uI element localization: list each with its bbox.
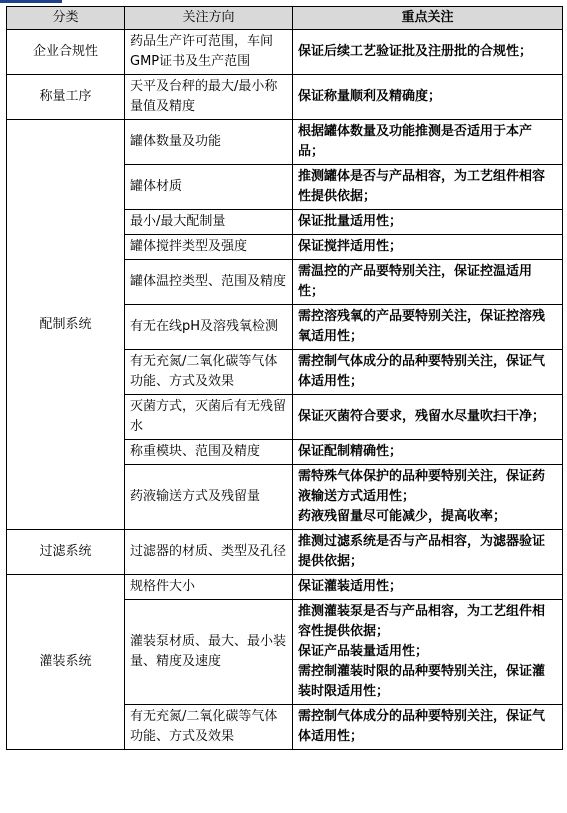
key-focus-cell	[293, 260, 563, 305]
key-focus-cell	[293, 30, 563, 75]
table-row	[7, 30, 563, 75]
key-focus-line: 保证称量顺利及精确度；	[298, 89, 442, 104]
top-accent-bar	[0, 0, 62, 3]
direction-cell: 罐体搅拌类型及强度	[125, 235, 293, 260]
header-direction: 关注方向	[125, 7, 293, 30]
key-focus-line: 保证配制精确性；	[298, 444, 403, 459]
key-focus-cell	[293, 75, 563, 120]
key-focus-line: 需控制灌装时限的品种要特别关注，保证灌装时限适用性；	[298, 664, 546, 699]
direction-cell: 有无充氮/二氧化碳等气体功能、方式及效果	[125, 350, 293, 395]
direction-cell: 罐体温控类型、范围及精度	[125, 260, 293, 305]
key-focus-cell	[293, 530, 563, 575]
key-focus-line: 需控制气体成分的品种要特别关注，保证气体适用性；	[298, 709, 546, 744]
key-focus-cell	[293, 235, 563, 260]
key-focus-cell	[293, 465, 563, 530]
direction-cell: 灌装泵材质、最大、最小装量、精度及速度	[125, 600, 293, 705]
key-focus-cell	[293, 350, 563, 395]
table-header-row	[7, 7, 563, 30]
key-focus-line: 根据罐体数量及功能推测是否适用于本产品；	[298, 124, 533, 159]
equipment-focus-table	[6, 6, 563, 750]
key-focus-line: 需控制气体成分的品种要特别关注，保证气体适用性；	[298, 354, 546, 389]
direction-cell: 药品生产许可范围，车间GMP证书及生产范围	[125, 30, 293, 75]
category-cell: 过滤系统	[7, 530, 125, 575]
key-focus-cell	[293, 120, 563, 165]
direction-cell: 有无充氮/二氧化碳等气体功能、方式及效果	[125, 705, 293, 750]
key-focus-cell	[293, 440, 563, 465]
table-row	[7, 120, 563, 165]
key-focus-line: 保证搅拌适用性；	[298, 239, 403, 254]
direction-cell: 有无在线pH及溶残氧检测	[125, 305, 293, 350]
key-focus-cell	[293, 705, 563, 750]
key-focus-cell	[293, 575, 563, 600]
category-cell: 称量工序	[7, 75, 125, 120]
key-focus-line: 保证后续工艺验证批及注册批的合规性；	[298, 44, 533, 59]
key-focus-line: 保证灭菌符合要求，残留水尽量吹扫干净；	[298, 409, 546, 424]
direction-cell: 罐体材质	[125, 165, 293, 210]
header-category: 分类	[7, 7, 125, 30]
direction-cell: 规格件大小	[125, 575, 293, 600]
key-focus-line: 需特殊气体保护的品种要特别关注，保证药液输送方式适用性；	[298, 469, 546, 504]
table-row	[7, 575, 563, 600]
key-focus-line: 需温控的产品要特别关注，保证控温适用性；	[298, 264, 533, 299]
category-cell: 配制系统	[7, 120, 125, 530]
direction-cell: 过滤器的材质、类型及孔径	[125, 530, 293, 575]
key-focus-line: 药液残留量尽可能减少，提高收率；	[298, 509, 507, 524]
direction-cell: 罐体数量及功能	[125, 120, 293, 165]
key-focus-cell	[293, 165, 563, 210]
key-focus-cell	[293, 395, 563, 440]
table-body	[7, 30, 563, 750]
key-focus-line: 保证产品装量适用性；	[298, 644, 429, 659]
key-focus-line: 推测灌装泵是否与产品相容，为工艺组件相容性提供依据；	[298, 604, 546, 639]
table-row	[7, 75, 563, 120]
direction-cell: 称重模块、范围及精度	[125, 440, 293, 465]
direction-cell: 最小/最大配制量	[125, 210, 293, 235]
key-focus-cell	[293, 210, 563, 235]
key-focus-line: 保证灌装适用性；	[298, 579, 403, 594]
header-key-focus: 重点关注	[293, 7, 563, 30]
direction-cell: 灭菌方式，灭菌后有无残留水	[125, 395, 293, 440]
category-cell: 企业合规性	[7, 30, 125, 75]
key-focus-line: 保证批量适用性；	[298, 214, 403, 229]
direction-cell: 药液输送方式及残留量	[125, 465, 293, 530]
direction-cell: 天平及台秤的最大/最小称量值及精度	[125, 75, 293, 120]
category-cell: 灌装系统	[7, 575, 125, 750]
key-focus-cell	[293, 305, 563, 350]
key-focus-cell	[293, 600, 563, 705]
key-focus-line: 推测罐体是否与产品相容，为工艺组件相容性提供依据；	[298, 169, 546, 204]
table-row	[7, 530, 563, 575]
key-focus-line: 需控溶残氧的产品要特别关注，保证控溶残氧适用性；	[298, 309, 546, 344]
key-focus-line: 推测过滤系统是否与产品相容，为滤器验证提供依据；	[298, 534, 546, 569]
